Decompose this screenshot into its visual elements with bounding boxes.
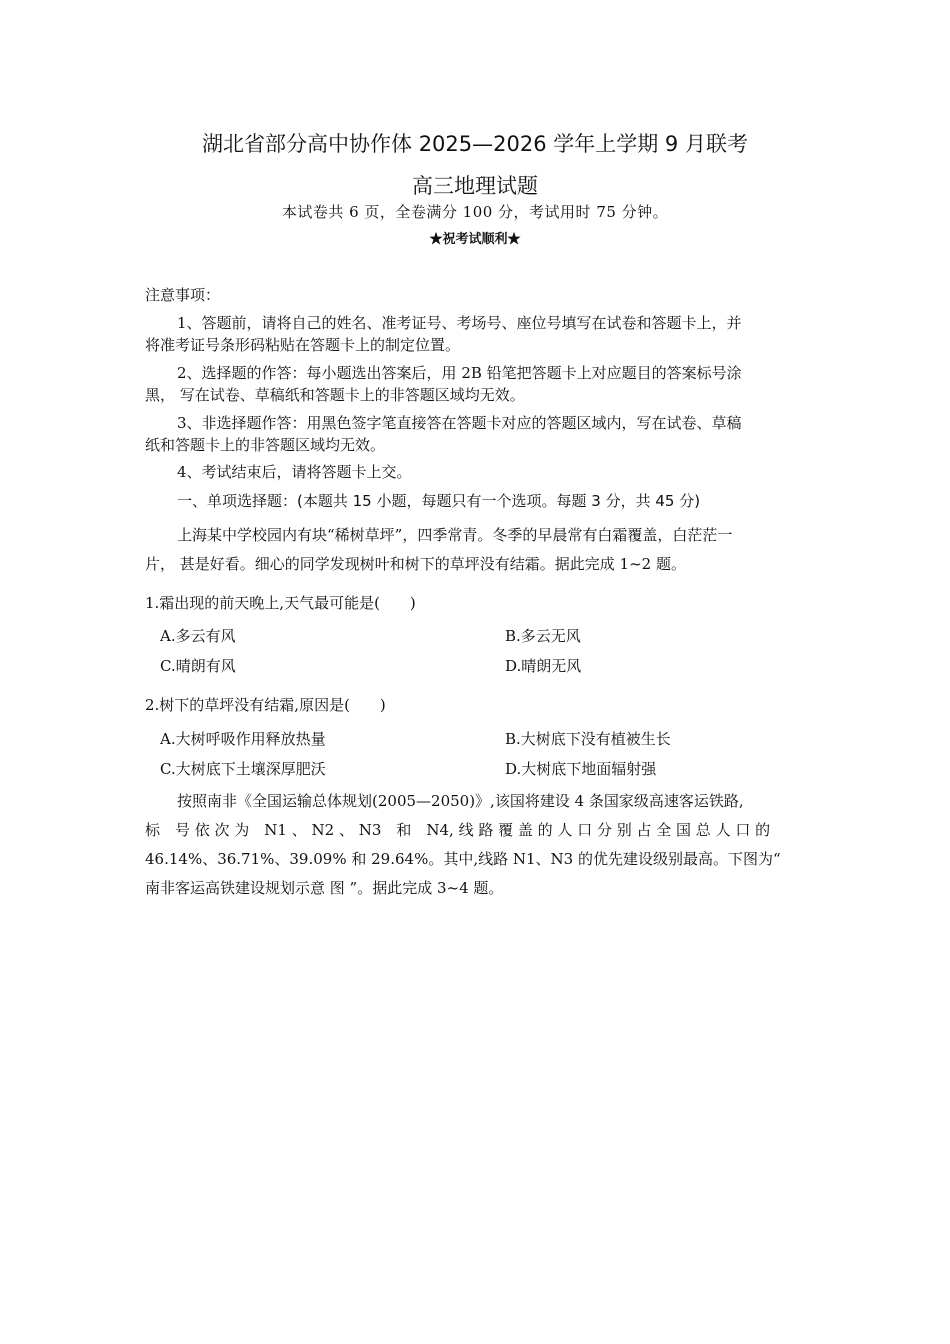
question-2-option-a: A.大树呼吸作用释放热量 bbox=[160, 730, 326, 748]
question-2-option-b: B.大树底下没有植被生长 bbox=[505, 730, 671, 748]
question-2-stem: 2.树下的草坪没有结霜,原因是( ) bbox=[145, 696, 386, 714]
passage-1-line-1: 上海某中学校园内有块“稀树草坪”，四季常青。冬季的早晨常有白霜覆盖，白茫茫一 bbox=[177, 526, 733, 544]
section-heading bbox=[177, 490, 700, 511]
question-1-option-a: A.多云有风 bbox=[160, 627, 236, 645]
question-2-option-d: D.大树底下地面辐射强 bbox=[505, 760, 657, 778]
notice-item-2-line-1: 2、选择题的作答：每小题选出答案后，用 2B 铅笔把答题卡上对应题目的答案标号涂 bbox=[177, 364, 742, 382]
question-1-option-b: B.多云无风 bbox=[505, 627, 581, 645]
notice-item-2-line-2: 黑， 写在试卷、草稿纸和答题卡上的非答题区域均无效。 bbox=[145, 386, 525, 404]
exam-info: 本试卷共 6 页，全卷满分 100 分，考试用时 75 分钟。 bbox=[281, 203, 669, 221]
question-2-option-c: C.大树底下土壤深厚肥沃 bbox=[160, 760, 326, 778]
passage-1-line-2: 片， 甚是好看。细心的同学发现树叶和树下的草坪没有结霜。据此完成 1~2 题。 bbox=[145, 555, 686, 573]
notice-item-1-line-1: 1、答题前，请将自己的姓名、准考证号、考场号、座位号填写在试卷和答题卡上，并 bbox=[177, 314, 742, 332]
notice-item-1-line-2: 将准考证号条形码粘贴在答题卡上的制定位置。 bbox=[145, 336, 461, 354]
notice-item-4: 4、考试结束后，请将答题卡上交。 bbox=[177, 463, 412, 481]
exam-subtitle: 高三地理试题 bbox=[412, 174, 538, 198]
question-1-option-c: C.晴朗有风 bbox=[160, 657, 236, 675]
exam-title: 湖北省部分高中协作体 2025—2026 学年上学期 9 月联考 bbox=[202, 132, 748, 156]
section-rule: (本题共 15 小题，每题只有一个选项。每题 3 分，共 45 分) bbox=[297, 492, 701, 510]
question-1-stem: 1.霜出现的前天晚上,天气最可能是( ) bbox=[145, 594, 416, 612]
notice-heading: 注意事项： bbox=[145, 286, 221, 304]
good-luck-line: ★祝考试顺利★ bbox=[429, 232, 521, 247]
passage-2-line-4: 南非客运高铁建设规划示意 图 ”。据此完成 3~4 题。 bbox=[145, 879, 504, 897]
passage-2-line-1: 按照南非《全国运输总体规划(2005—2050)》,该国将建设 4 条国家级高速客运铁路, bbox=[177, 792, 744, 810]
passage-2-line-2: 标 号 依 次 为 N1 、 N2 、 N3 和 N4, 线 路 覆 盖 的 人 口 分 别 占 全 国 总 人 口 的 bbox=[145, 821, 771, 839]
notice-item-3-line-1: 3、非选择题作答：用黑色签字笔直接答在答题卡对应的答题区域内，写在试卷、草稿 bbox=[177, 414, 742, 432]
section-prefix: 一、单项选择题： bbox=[177, 492, 298, 510]
question-1-option-d: D.晴朗无风 bbox=[505, 657, 582, 675]
passage-2-line-3: 46.14%、36.71%、39.09% 和 29.64%。其中,线路 N1、N3 的优先建设级别最高。下图为“ bbox=[145, 850, 781, 868]
notice-item-3-line-2: 纸和答题卡上的非答题区域均无效。 bbox=[145, 436, 386, 454]
